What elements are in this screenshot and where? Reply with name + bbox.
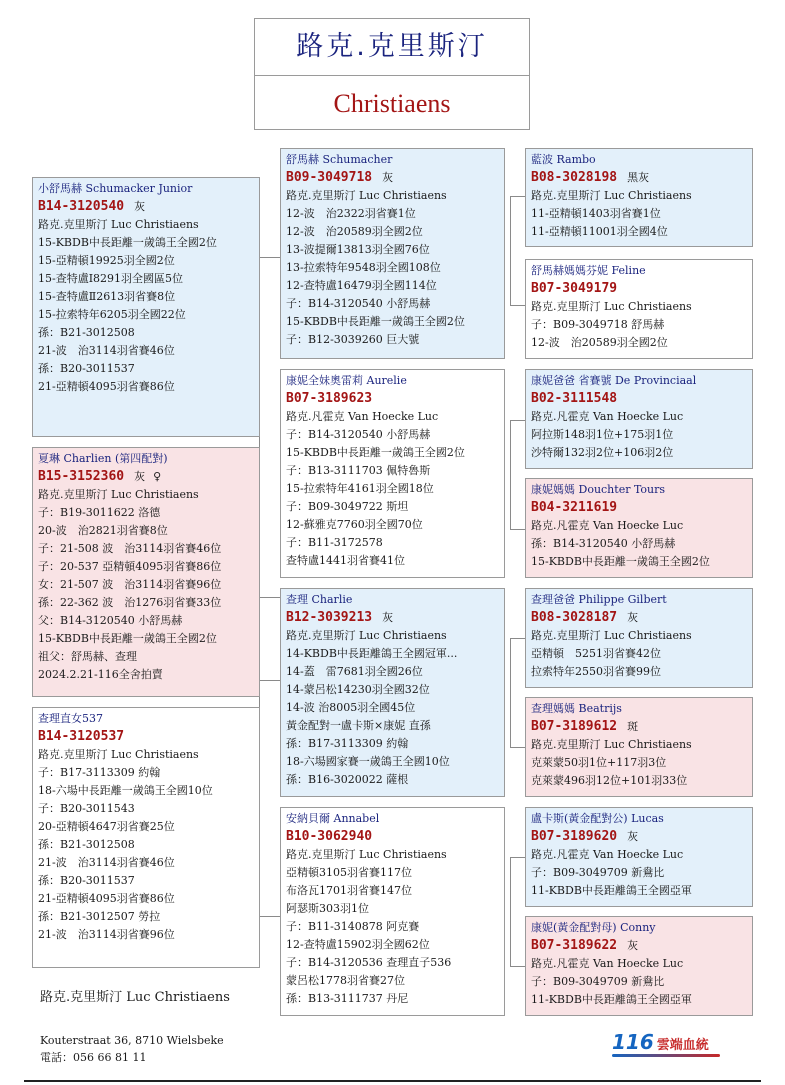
- bird-name: 康妮全妹奧雷莉 Aurelie: [286, 374, 407, 387]
- info-line: 14-蓋 雷7681羽全國26位: [286, 665, 423, 678]
- pedigree-box-subject: [32, 177, 260, 437]
- info-line: 祖父：舒馬赫、查理: [38, 650, 137, 663]
- bird-name: 查理媽媽 Beatrijs: [531, 702, 622, 715]
- info-line: 15-拉索特年4161羽全國18位: [286, 482, 434, 495]
- info-line: 路克.凡霍克 Van Hoecke Luc: [286, 410, 439, 423]
- logo-number: 116: [612, 1030, 654, 1054]
- ring-number: B09-3049718: [286, 170, 373, 185]
- info-line: 子：B11-3172578: [286, 536, 383, 549]
- connector-line: [510, 638, 511, 747]
- info-line: 子：21-508 波 治3114羽省賽46位: [38, 542, 222, 555]
- connector-line: [510, 638, 525, 639]
- info-line: 孫：B21-3012508: [38, 838, 135, 851]
- breeder-name: 路克.克里斯汀 Luc Christiaens: [40, 990, 230, 1005]
- address: Kouterstraat 36, 8710 Wielsbeke: [40, 1034, 224, 1047]
- info-line: 亞精頓 5251羽省賽42位: [531, 647, 661, 660]
- bird-color: 斑: [627, 720, 639, 733]
- info-line: 孫：B17-3113309 約翰: [286, 737, 409, 750]
- info-line: 子：B12-3039260 巨大號: [286, 333, 420, 346]
- logo-swoosh-icon: [612, 1054, 720, 1057]
- info-line: 11-亞精頓1403羽省賽1位: [531, 207, 661, 220]
- info-line: 子：B11-3140878 阿克賽: [286, 920, 420, 933]
- bird-name: 盧卡斯(黃金配對公) Lucas: [531, 812, 664, 825]
- info-line: 21-波 治3114羽省賽46位: [38, 344, 175, 357]
- info-line: 14-波 治8005羽全國45位: [286, 701, 416, 714]
- pedigree-box-great-4: [525, 478, 753, 578]
- bird-name: 康妮媽媽 Douchter Tours: [531, 483, 666, 496]
- info-line: 21-亞精頓4095羽省賽86位: [38, 380, 175, 393]
- info-line: 15-亞精頓19925羽全國2位: [38, 254, 175, 267]
- info-line: 亞精頓3105羽省賽117位: [286, 866, 412, 879]
- bird-name: 夏琳 Charlien (第四配對): [38, 452, 168, 465]
- title-english: Christiaens: [333, 89, 451, 118]
- bird-color: 灰: [382, 611, 394, 624]
- info-line: 父：B14-3120540 小舒馬赫: [38, 614, 183, 627]
- ring-number: B02-3111548: [531, 391, 618, 406]
- info-line: 路克.凡霍克 Van Hoecke Luc: [531, 957, 684, 970]
- bird-color: 灰: [627, 939, 639, 952]
- info-line: 21-亞精頓4095羽省賽86位: [38, 892, 175, 905]
- info-line: 孫：B20-3011537: [38, 362, 135, 375]
- connector-line: [259, 257, 280, 258]
- info-line: 路克.克里斯汀 Luc Christiaens: [531, 300, 692, 313]
- connector-line: [510, 747, 525, 748]
- info-line: 孫：B21-3012507 勞拉: [38, 910, 161, 923]
- info-line: 11-KBDB中長距離鴿王全國亞軍: [531, 884, 692, 897]
- phone: 電話：056 66 81 11: [40, 1051, 147, 1064]
- bird-name: 康妮爸爸 省賽號 De Provinciaal: [531, 374, 697, 387]
- info-line: 路克.克里斯汀 Luc Christiaens: [531, 189, 692, 202]
- pedigree-box-dam-dam: [280, 807, 505, 1016]
- info-line: 12-波 治20589羽全國2位: [286, 225, 423, 238]
- bird-name: 查理直女537: [38, 712, 103, 725]
- bird-name: 舒馬赫媽媽芬妮 Feline: [531, 264, 646, 277]
- info-line: 孫：B14-3120540 小舒馬赫: [531, 537, 676, 550]
- pedigree-box-great-7: [525, 807, 753, 907]
- info-line: 路克.克里斯汀 Luc Christiaens: [286, 189, 447, 202]
- info-line: 子：B09-3049709 新鴦比: [531, 975, 665, 988]
- pedigree-box-great-2: [525, 259, 753, 359]
- connector-line: [510, 966, 525, 967]
- info-line: 路克.克里斯汀 Luc Christiaens: [286, 848, 447, 861]
- info-line: 子：B14-3120540 小舒馬赫: [286, 297, 431, 310]
- info-line: 14-KBDB中長距離鴿王全國冠軍...: [286, 647, 458, 660]
- pedigree-box-dam-sire: [280, 588, 505, 797]
- info-line: 12-波 治20589羽全國2位: [531, 336, 668, 349]
- bird-name: 康妮(黃金配對母) Conny: [531, 921, 656, 934]
- connector-line: [510, 857, 525, 858]
- info-line: 克萊蒙50羽1位+117羽3位: [531, 756, 667, 769]
- pedigree-box-sibling: [32, 707, 260, 968]
- pedigree-box-dam: [32, 447, 260, 697]
- ring-number: B15-3152360: [38, 469, 125, 484]
- pedigree-box-great-1: [525, 148, 753, 247]
- info-line: 查特盧1441羽省賽41位: [286, 554, 405, 567]
- info-line: 路克.克里斯汀 Luc Christiaens: [531, 738, 692, 751]
- bird-name: 查理爸爸 Philippe Gilbert: [531, 593, 667, 606]
- info-line: 子：B14-3120536 查理直子536: [286, 956, 452, 969]
- info-line: 子：B13-3111703 佩特魯斯: [286, 464, 431, 477]
- pedigree-box-sire: [280, 148, 505, 359]
- brand-logo: [612, 1030, 722, 1060]
- info-line: 子：B17-3113309 約翰: [38, 766, 161, 779]
- info-line: 蒙呂松1778羽省賽27位: [286, 974, 405, 987]
- info-line: 孫：B21-3012508: [38, 326, 135, 339]
- ring-number: B08-3028198: [531, 170, 618, 185]
- info-line: 15-拉索特年6205羽全國22位: [38, 308, 186, 321]
- connector-line: [259, 916, 280, 917]
- info-line: 12-查特盧15902羽全國62位: [286, 938, 430, 951]
- info-line: 孫：B20-3011537: [38, 874, 135, 887]
- ring-number: B04-3211619: [531, 500, 618, 515]
- info-line: 路克.凡霍克 Van Hoecke Luc: [531, 519, 684, 532]
- info-line: 15-KBDB中長距離一歲鴿王全國2位: [38, 632, 217, 645]
- info-line: 路克.克里斯汀 Luc Christiaens: [38, 218, 199, 231]
- info-line: 15-KBDB中長距離一歲鴿王全國2位: [286, 315, 465, 328]
- pedigree-box-sire-dam: [280, 369, 505, 578]
- bird-color: 灰: [134, 470, 146, 483]
- connector-line: [510, 857, 511, 966]
- bird-name: 安納貝爾 Annabel: [286, 812, 380, 825]
- bird-color: 灰: [134, 200, 146, 213]
- ring-number: B07-3189623: [286, 391, 373, 406]
- title-chinese: 路克.克里斯汀: [255, 19, 529, 76]
- bird-name: 查理 Charlie: [286, 593, 353, 606]
- bird-name: 藍波 Rambo: [531, 153, 596, 166]
- info-line: 路克.克里斯汀 Luc Christiaens: [531, 629, 692, 642]
- info-line: 21-波 治3114羽省賽46位: [38, 856, 175, 869]
- ring-number: B07-3189622: [531, 938, 618, 953]
- info-line: 20-亞精頓4647羽省賽25位: [38, 820, 175, 833]
- info-line: 15-KBDB中長距離一歲鴿王全國2位: [531, 555, 710, 568]
- ring-number: B07-3189612: [531, 719, 618, 734]
- info-line: 沙特爾132羽2位+106羽2位: [531, 446, 674, 459]
- info-line: 12-查特盧16479羽全國114位: [286, 279, 437, 292]
- info-line: 子：B09-3049709 新鴦比: [531, 866, 665, 879]
- ring-number: B10-3062940: [286, 829, 373, 844]
- info-line: 12-波 治2322羽省賽1位: [286, 207, 416, 220]
- info-line: 18-六場中長距離一歲鴿王全國10位: [38, 784, 213, 797]
- info-line: 11-KBDB中長距離鴿王全國亞軍: [531, 993, 692, 1006]
- pedigree-box-great-6: [525, 697, 753, 797]
- info-line: 13-波提爾13813羽全國76位: [286, 243, 430, 256]
- info-line: 15-查特盧Ⅰ8291羽全國區5位: [38, 272, 184, 285]
- connector-line: [510, 196, 511, 305]
- breeder-contact: [40, 1032, 224, 1066]
- info-line: 阿瑟斯303羽1位: [286, 902, 369, 915]
- info-line: 黃金配對一盧卡斯×康妮 直孫: [286, 719, 431, 732]
- connector-line: [510, 529, 525, 530]
- info-line: 孫：B13-3111737 丹尼: [286, 992, 409, 1005]
- info-line: 21-波 治3114羽省賽96位: [38, 928, 175, 941]
- info-line: 克萊蒙496羽12位+101羽33位: [531, 774, 688, 787]
- info-line: 路克.克里斯汀 Luc Christiaens: [38, 748, 199, 761]
- female-symbol: ♀: [153, 470, 162, 483]
- bird-color: 灰: [382, 171, 394, 184]
- info-line: 路克.克里斯汀 Luc Christiaens: [38, 488, 199, 501]
- info-line: 15-查特盧Ⅱ2613羽省賽8位: [38, 290, 176, 303]
- connector-line: [510, 420, 511, 529]
- connector-line: [259, 680, 280, 681]
- title-box: [254, 18, 530, 130]
- ring-number: B07-3049179: [531, 281, 618, 296]
- info-line: 15-KBDB中長距離一歲鴿王全國2位: [286, 446, 465, 459]
- info-line: 子：B09-3049722 斯坦: [286, 500, 409, 513]
- connector-line: [259, 597, 280, 598]
- connector-line: [510, 196, 525, 197]
- info-line: 子：B14-3120540 小舒馬赫: [286, 428, 431, 441]
- connector-line: [510, 305, 525, 306]
- info-line: 11-亞精頓11001羽全國4位: [531, 225, 668, 238]
- pedigree-box-great-5: [525, 588, 753, 688]
- info-line: 12-蘇雅克7760羽全國70位: [286, 518, 423, 531]
- bird-color: 灰: [627, 611, 639, 624]
- ring-number: B12-3039213: [286, 610, 373, 625]
- info-line: 2024.2.21-116全舍拍賣: [38, 668, 163, 681]
- info-line: 15-KBDB中長距離一歲鴿王全國2位: [38, 236, 217, 249]
- info-line: 路克.凡霍克 Van Hoecke Luc: [531, 848, 684, 861]
- bird-name: 舒馬赫 Schumacher: [286, 153, 393, 166]
- ring-number: B08-3028187: [531, 610, 618, 625]
- pedigree-box-great-8: [525, 916, 753, 1016]
- info-line: 子：B19-3011622 洛德: [38, 506, 161, 519]
- ring-number: B07-3189620: [531, 829, 618, 844]
- bird-color: 黑灰: [627, 171, 650, 184]
- info-line: 20-波 治2821羽省賽8位: [38, 524, 168, 537]
- bottom-divider: [24, 1080, 761, 1082]
- info-line: 子：B20-3011543: [38, 802, 135, 815]
- info-line: 18-六場國家賽一歲鴿王全國10位: [286, 755, 450, 768]
- bird-name: 小舒馬赫 Schumacker Junior: [38, 182, 193, 195]
- pedigree-box-great-3: [525, 369, 753, 469]
- info-line: 子：20-537 亞精頓4095羽省賽86位: [38, 560, 222, 573]
- connector-line: [510, 420, 525, 421]
- info-line: 孫：22-362 波 治1276羽省賽33位: [38, 596, 222, 609]
- info-line: 路克.凡霍克 Van Hoecke Luc: [531, 410, 684, 423]
- logo-text: 雲端血統: [656, 1038, 709, 1053]
- info-line: 孫：B16-3020022 薩根: [286, 773, 409, 786]
- info-line: 路克.克里斯汀 Luc Christiaens: [286, 629, 447, 642]
- info-line: 拉索特年2550羽省賽99位: [531, 665, 661, 678]
- bird-color: 灰: [627, 830, 639, 843]
- info-line: 女：21-507 波 治3114羽省賽96位: [38, 578, 222, 591]
- info-line: 13-拉索特年9548羽全國108位: [286, 261, 441, 274]
- ring-number: B14-3120540: [38, 199, 125, 214]
- info-line: 14-蒙呂松14230羽全國32位: [286, 683, 430, 696]
- ring-number: B14-3120537: [38, 729, 125, 744]
- info-line: 阿拉斯148羽1位+175羽1位: [531, 428, 674, 441]
- info-line: 子：B09-3049718 舒馬赫: [531, 318, 665, 331]
- info-line: 布洛瓦1701羽省賽147位: [286, 884, 412, 897]
